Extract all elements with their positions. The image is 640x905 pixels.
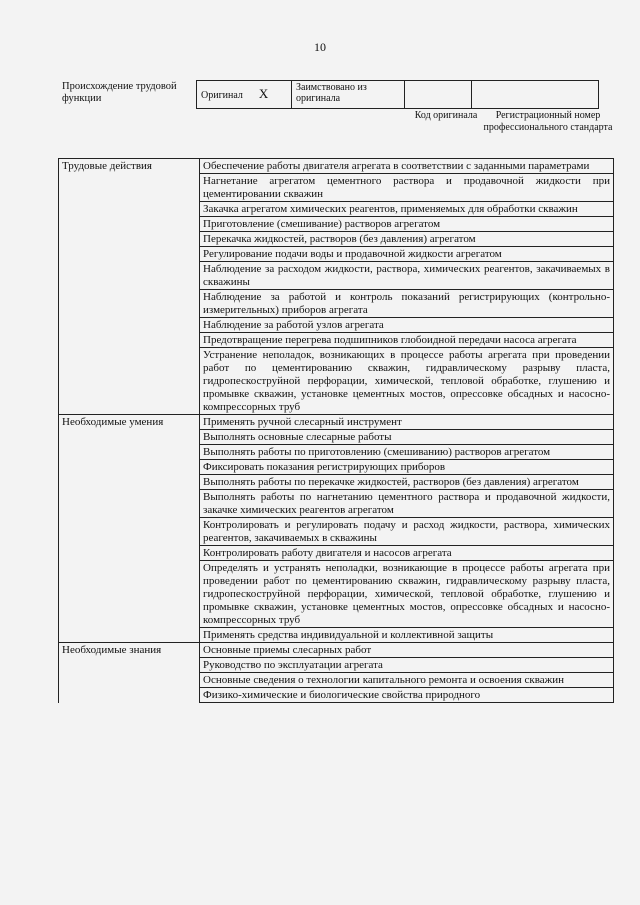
section-title-continuation xyxy=(59,673,200,688)
section-title: Необходимые знания xyxy=(59,643,200,658)
section-title-continuation xyxy=(59,628,200,643)
table-row xyxy=(59,673,614,688)
section-title-continuation xyxy=(59,217,200,232)
original-code-cell xyxy=(405,81,472,109)
labor-function-table xyxy=(58,158,614,703)
section-title-continuation xyxy=(59,518,200,546)
table-row xyxy=(59,415,614,430)
table-row xyxy=(59,561,614,628)
section-item: Нагнетание агрегатом цементного раствора и продавочной жидкости при цементировании скважин xyxy=(200,174,614,202)
registration-caption: Регистрационный номер профессионального стандарта xyxy=(483,110,613,133)
table-row xyxy=(59,202,614,217)
section-item: Основные сведения о технологии капитального ремонта и освоения скважин xyxy=(200,673,614,688)
origin-table xyxy=(196,80,599,109)
section-item: Закачка агрегатом химических реагентов, применяемых для обработки скважин xyxy=(200,202,614,217)
section-title-continuation xyxy=(59,202,200,217)
original-cell xyxy=(197,81,292,109)
table-row xyxy=(59,430,614,445)
section-title-continuation xyxy=(59,430,200,445)
section-title-continuation xyxy=(59,490,200,518)
table-row xyxy=(59,159,614,174)
section-title-continuation xyxy=(59,333,200,348)
section-title: Трудовые действия xyxy=(59,159,200,174)
table-row xyxy=(59,688,614,703)
section-item: Определять и устранять неполадки, возникающие в процессе работы агрегата при проведении работ по цементированию скважин, гидравлическому разрыву пласта, гидропескоструйной перфорации, химической, тепловой обработке, глушению и промывке скважин, установке цементных мостов, опрессовке обсадных и насосно-компрессорных труб xyxy=(200,561,614,628)
section-title: Необходимые умения xyxy=(59,415,200,430)
table-row xyxy=(59,217,614,232)
section-title-continuation xyxy=(59,658,200,673)
table-row xyxy=(59,628,614,643)
table-row xyxy=(59,232,614,247)
section-item: Выполнять работы по нагнетанию цементного раствора и продавочной жидкости, закачке химических реагентов агрегатом xyxy=(200,490,614,518)
section-item: Контролировать и регулировать подачу и расход жидкости, раствора, химических реагентов, закачиваемых в скважины xyxy=(200,518,614,546)
section-item: Применять ручной слесарный инструмент xyxy=(200,415,614,430)
section-item: Обеспечение работы двигателя агрегата в соответствии с заданными параметрами xyxy=(200,159,614,174)
table-row xyxy=(59,490,614,518)
origin-label: Происхождение трудовой функции xyxy=(62,81,177,104)
table-row xyxy=(59,333,614,348)
section-title-continuation xyxy=(59,688,200,703)
section-item: Приготовление (смешивание) растворов агрегатом xyxy=(200,217,614,232)
section-item: Фиксировать показания регистрирующих приборов xyxy=(200,460,614,475)
table-row xyxy=(59,348,614,415)
section-item: Наблюдение за расходом жидкости, раствора, химических реагентов, закачиваемых в скважины xyxy=(200,262,614,290)
section-item: Предотвращение перегрева подшипников глобоидной передачи насоса агрегата xyxy=(200,333,614,348)
section-title-continuation xyxy=(59,348,200,415)
table-row xyxy=(59,643,614,658)
table-row xyxy=(59,262,614,290)
section-title-continuation xyxy=(59,546,200,561)
labor-function-table-body xyxy=(59,159,614,703)
section-title-continuation xyxy=(59,460,200,475)
section-title-continuation xyxy=(59,445,200,460)
section-title-continuation xyxy=(59,290,200,318)
table-row xyxy=(59,318,614,333)
table-row xyxy=(59,445,614,460)
section-item: Контролировать работу двигателя и насосов агрегата xyxy=(200,546,614,561)
table-row xyxy=(59,658,614,673)
table-row xyxy=(59,475,614,490)
table-row xyxy=(59,518,614,546)
table-row xyxy=(59,174,614,202)
section-title-continuation xyxy=(59,174,200,202)
section-title-continuation xyxy=(59,561,200,628)
section-item: Регулирование подачи воды и продавочной жидкости агрегатом xyxy=(200,247,614,262)
section-item: Наблюдение за работой и контроль показаний регистрирующих (контрольно-измерительных) приборов агрегата xyxy=(200,290,614,318)
section-item: Перекачка жидкостей, растворов (без давления) агрегатом xyxy=(200,232,614,247)
section-title-continuation xyxy=(59,262,200,290)
code-caption: Код оригинала xyxy=(414,110,478,121)
table-row xyxy=(59,546,614,561)
page-number: 10 xyxy=(314,40,326,54)
table-row xyxy=(59,290,614,318)
section-item: Физико-химические и биологические свойства природного xyxy=(200,688,614,703)
section-item: Применять средства индивидуальной и коллективной защиты xyxy=(200,628,614,643)
section-title-continuation xyxy=(59,318,200,333)
section-title-continuation xyxy=(59,475,200,490)
borrowed-cell: Заимствовано из оригинала xyxy=(292,81,405,109)
section-item: Основные приемы слесарных работ xyxy=(200,643,614,658)
section-item: Выполнять основные слесарные работы xyxy=(200,430,614,445)
section-item: Руководство по эксплуатации агрегата xyxy=(200,658,614,673)
registration-number-cell xyxy=(472,81,599,109)
table-row xyxy=(59,460,614,475)
original-label: Оригинал xyxy=(201,90,243,101)
section-item: Выполнять работы по приготовлению (смешиванию) растворов агрегатом xyxy=(200,445,614,460)
section-title-continuation xyxy=(59,247,200,262)
table-row xyxy=(59,247,614,262)
section-item: Наблюдение за работой узлов агрегата xyxy=(200,318,614,333)
section-item: Устранение неполадок, возникающих в процессе работы агрегата при проведении работ по цементированию скважин, гидравлическому разрыву пласта, гидропескоструйной перфорации, химической, тепловой обработке, глушению и промывке скважин, установке цементных мостов, опрессовке обсадных и насосно-компрессорных труб xyxy=(200,348,614,415)
original-mark: X xyxy=(258,86,269,101)
section-title-continuation xyxy=(59,232,200,247)
section-item: Выполнять работы по перекачке жидкостей, растворов (без давления) агрегатом xyxy=(200,475,614,490)
